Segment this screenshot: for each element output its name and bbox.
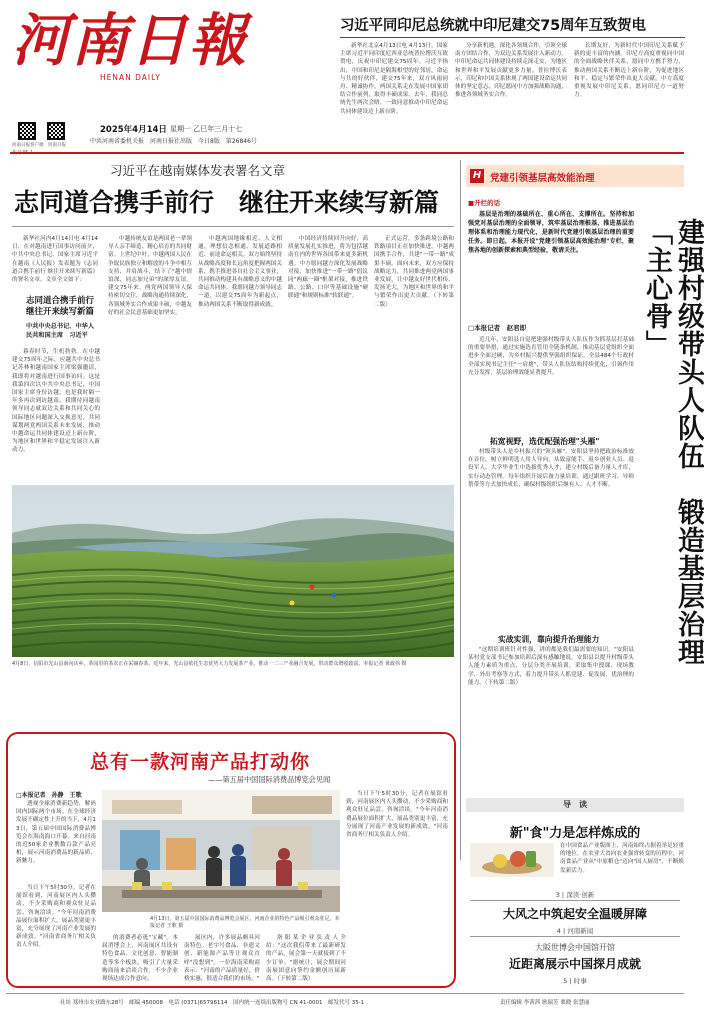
party-body2: 村级带头人是乡村振兴的"领头雁"。安阳县坚持把政治标准放在首位，树立鲜明选人用人导向，从致富能手、返乡创业人员、退役军人、大学毕业生中选拔优秀人才，建立村级后备力量人才库，实行动态管理。每年组织开展后备力量培训，通过跟班学习、导师帮带等方式加快成长，确保村级组织后继有人、人才不断。: [468, 449, 634, 488]
guide-rule-1: [470, 900, 680, 901]
top-col2: 分享新机遇，深化各领域合作，引领全球南方团结合作，为双边关系发展注入新动力。中印尼命运共同体建设持续走深走实，为地区和世界和平发展贡献更多力量。普拉博沃表示，印尼和中国关系体现了两国建设命运共同体的坚定意志，印尼愿同中方加强战略沟通，推进各领域务实合作。: [455, 43, 567, 99]
guide-header: 导 读: [466, 798, 684, 812]
tea-plantation-photo: [12, 485, 454, 657]
party-byline: □本报记者 赵君即: [468, 324, 527, 332]
party-vertical-title[interactable]: 建强村级带头人队伍 锻造基层治理「主心骨」: [641, 218, 704, 666]
party-sub1: 拓宽视野，选优配强治理"头雁": [490, 437, 600, 446]
qr-code-app: [18, 122, 36, 140]
lead-col1: 暮春时节，生机勃勃。在中越建交75周年之际，应越共中央总书记苏林和越南国家主席梁强邀请，我即将对越南进行国事访问。这是我第四次以中共中央总书记、中国国家主席身份访越，也是我时隔一年多再次到访越南。我期待同越南领导同志就双边关系和共同关心的国际地区问题深入交换意见，共同谋划两党两国关系未来发展，推动中越命运共同体建设迈上新台阶，为地区和世界和平稳定发展注入新动力。: [12, 349, 100, 454]
party-sub2: 实战实训，靠向提升治理能力: [498, 635, 600, 644]
tea-photo-caption: 4月8日，信阳市光山县南向店乡，茶园里的茶农正在采摘春茶。近年来，光山县依托生态优势大力发展茶产业，推动一二三产业融合发展，带动群众增收致富。本报记者 黄政伟 摄: [12, 661, 407, 667]
expo-body1: 透视全球消费新趋势，解码国内国际两个市场。在全球经济发展不确定性上升的当下，4月13日，第五届中国国际消费品博览会在海南海口开幕。来自河南的近50家企业携数百款产品亮相，展示河南消费品的新品质、新魅力。: [16, 801, 96, 865]
guide-item3-sec: 5 | 时事: [563, 977, 587, 985]
expo-body6: 当日下午5时30分，记者在展馆看到，河南展区内人头攒动，不少采购商和观众驻足品尝、咨询洽谈。"今年河南消费品展位面积扩大，展品类别更丰富，充分展现了河南产业发展的新成效。"河南省商务厅相关负责人介绍。: [346, 791, 448, 839]
expo-photo: [102, 790, 340, 912]
lead-col5: 正式运营。多条跨境公路和铁路项目正在加快推进。中越两国携手合作，共建"一带一路"成果丰硕。面向未来，双方应保持战略定力，共同推进两党两国事业发展，让中越友好世代相传、发扬光大，为地区和世界的和平与繁荣作出更大贡献。（下转第二版）: [374, 236, 454, 308]
lead-rule: [12, 226, 454, 227]
footer-editors: 责任编辑 李茜茜 耿瑞芳 栗晓 张慧丽: [500, 1000, 590, 1006]
lead-col3: 中越两国地缘相近、人文相通，理想信念相通、发展道路相近、前途命运相关。双方始终坚持从战略高度和长远角度把握两国关系，携手推进各自社会主义事业，共同推动构建具有战略意义的中越命运共同体。我愿同越方领导同志一道，以建交75周年为新起点，推动两国关系不断取得新成就。: [198, 236, 282, 308]
issue-date: 2025年4月14日: [100, 125, 167, 135]
party-header[interactable]: 党建引领基层高效能治理: [490, 173, 595, 184]
expo-byline: □本报记者 孙静 王歌: [16, 792, 82, 799]
masthead-pinyin: HENAN DAILY: [100, 73, 161, 82]
guide-item1-text: 在中国食品产业版图上，河南始终占据着举足轻重的地位。在农业大省向农业强省转变的历程中，河南食品产业从"中原粮仓"迈向"国人厨房"，不断焕发新活力。: [560, 843, 684, 874]
guide-item3-title[interactable]: 近距离展示中国探月成就: [508, 957, 641, 971]
party-intro: 基层是治理的基础所在、重心所在、支撑所在。坚持和加强党对基层治理的全面领导，筑牢基层治理根基，推进基层治理体系和治理能力现代化，是新时代党建引领基层治理的重要任务。即日起，本报开设"党建引领基层高效能治理"专栏，聚焦各地的创新探索和典型经验，敬请关注。: [468, 211, 634, 254]
guide-item3-kicker: 大阪世博会中国馆开馆: [535, 943, 615, 952]
footer-rule: [6, 993, 684, 994]
top-col3: 长期友好，为新时代中国印尼关系赋予新的更丰富的内涵。印尼方高度重视同中国的全面战略伙伴关系，愿同中方携手努力，推动两国关系不断迈上新台阶，为促进地区和平、稳定与繁荣作出更大贡献。中方高度重视发展中印尼关系，愿同印尼方一道努力。: [574, 43, 684, 99]
food-icon: [470, 843, 554, 877]
masthead-rule: [10, 152, 684, 154]
expo-body4: 展区内，许多展品颇具河南特色。老字号食品、非遗文创、新能源产品等让观众直呼"没想到"。一位海南采购商表示："河南的产品质量好、价格实惠，很适合我们的市场。": [184, 935, 260, 983]
guide-item1-title[interactable]: 新"食"力是怎样炼成的: [509, 826, 641, 841]
lead-col2: 中越传统友谊是两国老一辈领导人亲手缔造、精心培育的共同财富。上世纪中叶，中越两国人民在争取民族独立和解放的斗争中相互支持、并肩战斗，结下了"越中情谊深，同志加兄弟"的深厚友谊。建交75年来，两党两国领导人保持密切交往，战略沟通持续深化，各领域务实合作成果丰硕，中越友好的社会民意基础更加坚实。: [108, 236, 192, 316]
qr-labels: 河南日报客户端 河南日报: [12, 143, 66, 148]
top-rule: [340, 37, 685, 38]
top-col1: 新华社北京4月13日电 4月13日，国家主席习近平同印度尼西亚总统普拉博沃互致贺电，庆祝中印尼建交75周年。习近平指出，中国和印尼是隔海相望的好邻居，命运与共的好伙伴，建交75年来，双方风雨同舟、精诚协作，两国关系走在发展中国家团结合作前列，取得丰硕成果。去年，我同总统先生两次会晤，一致同意推动中印尼命运共同体建设迈上新台阶。: [340, 43, 448, 115]
issue-lunar: 星期一 乙巳年三月十七: [170, 125, 243, 133]
lead-dateline: 新华社河内4月14日电 4月14日，在对越南进行国事访问前夕，中共中央总书记、国家主席习近平在越南《人民报》发表题为《志同道合携手前行 继往开来续写新篇》的署名文章。文章全文如下：: [12, 236, 98, 284]
expo-body3: 的消费者必逛"宝藏"。本届消博会上，河南展区共设有特色食品、文化创意、智能制造等多个板块，吸引了大量采购商前来洽谈合作，不少企业现场达成合作意向。: [102, 935, 178, 983]
masthead-logo: 河南日報: [12, 7, 248, 74]
guide-item1-sec: 3 | 深读·创新: [555, 891, 595, 899]
lead-headline[interactable]: 志同道合携手前行 继往开来续写新篇: [14, 188, 440, 217]
expo-headline[interactable]: 总有一款河南产品打动你: [90, 751, 311, 773]
expo-photo-caption: 4月13日，第五届中国国际消费品博览会展区，河南企业的特色产品吸引观众驻足。本报记者 王歌 摄: [150, 916, 340, 929]
party-section: ■开栏的话: [468, 199, 501, 207]
top-headline[interactable]: 习近平同印尼总统就中印尼建交75周年互致贺电: [340, 18, 646, 34]
column-divider: [460, 160, 461, 860]
guide-rule-2: [470, 936, 680, 937]
qr-code-weibo: [47, 122, 65, 140]
expo-body5: 洛阳某企业负责人介绍："这次我们带来了最新研发的产品，展会第一天就接到了不少订单。"据统计，展会期间河南展团意向签约金额创历届新高。（下转第二版）: [266, 935, 346, 983]
party-badge: H: [470, 169, 484, 183]
guide-item2-title[interactable]: 大风之中筑起安全温暖屏障: [502, 907, 647, 921]
lead-kicker: 习近平在越南媒体发表署名文章: [110, 163, 286, 178]
lead-inner-title: 志同道合携手前行 继往开来续写新篇: [26, 296, 103, 317]
party-body3: "这期培训班针对性强，讲的都是我们最需要的知识。"安阳县某村党支部书记参加培训后深有感触地说。安阳县以提升村级带头人能力素质为重点，分层分类开展培训，采取集中授课、现场教学、外出考察等方式，着力提升带头人抓党建、促发展、优治理的能力。（下转第二版）: [468, 647, 634, 686]
expo-body2: 当日下午5时30分，记者在展馆看到，河南展区内人头攒动，不少采购商和观众驻足品尝、咨询洽谈。"今年河南消费品展位面积扩大，展品类别更丰富，充分展现了河南产业发展的新成效。"河南省商务厅相关负责人介绍。: [16, 885, 96, 949]
party-body1: 近几年，安阳县自觉把建强村级带头人队伍作为抓基层打基础的重要举措，通过实施选育管用全链条机制，推动基层党组织全面进步全面过硬，为乡村振兴提供坚强组织保证。全县484个行政村全部实现书记主任"一肩挑"，带头人队伍结构持续优化，引领作用充分发挥，基层治理效能显著提升。: [468, 337, 634, 376]
issue-org: 中共河南省委机关报 河南日报社出版 今日8版 第26846号: [90, 138, 257, 145]
guide-item2-sec: 4 | 河南新闻: [556, 927, 594, 935]
footer-info: 社址 郑州市农业路东28号 邮编 450008 电话 (0371)65796114 国内统一连续出版物号 CN 41-0001 邮发代号 35-1: [60, 1000, 365, 1006]
expo-subtitle: ——第五届中国国际消费品博览会见闻: [208, 775, 331, 784]
lead-col4: 中国经济持续回升向好，高质量发展扎实推进，将为包括越南在内的世界各国带来更多新机遇。中方愿同越方深化发展战略对接，加快推进"一带一路"倡议同"两廊一圈"框架对接，推进铁路、公路、口岸等基础设施"硬联通"和规则标准"软联通"。: [288, 236, 368, 300]
lead-byline: 中共中央总书记、中华人民共和国主席 习近平: [26, 323, 95, 339]
